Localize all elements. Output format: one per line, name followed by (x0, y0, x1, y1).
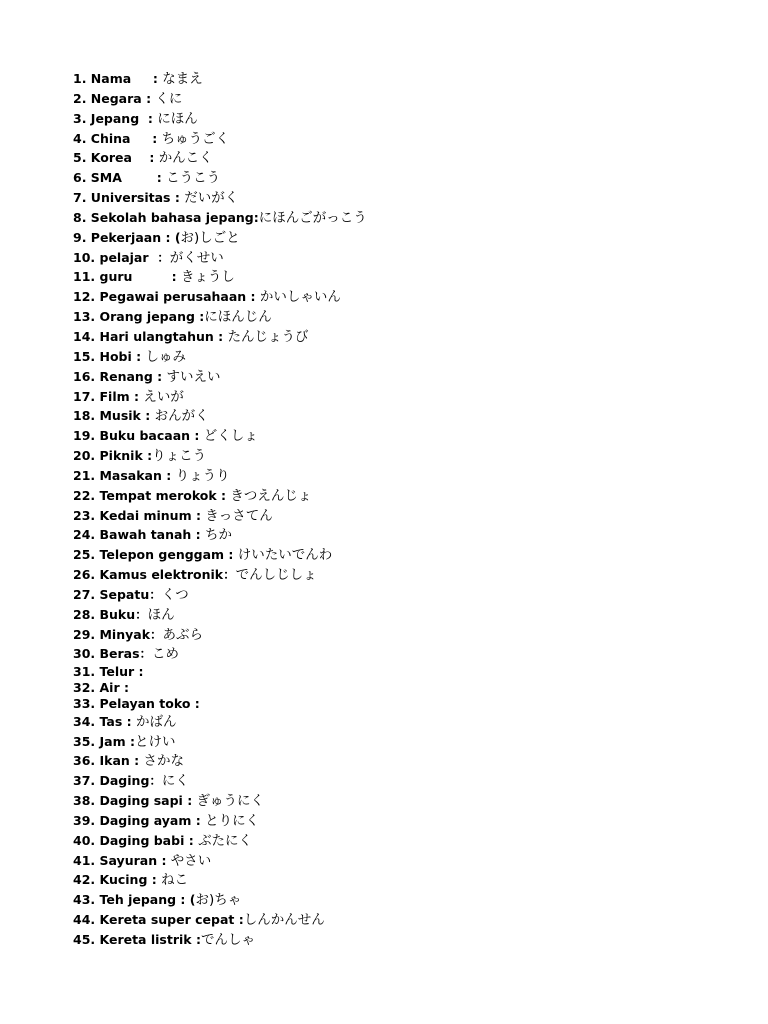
item-reading: りょこう (152, 448, 207, 465)
item-reading: きっさてん (205, 507, 273, 524)
list-item (73, 930, 367, 950)
item-reading: にほんごがっこう (258, 209, 367, 226)
list-item (73, 367, 367, 387)
item-reading: こめ (152, 646, 180, 663)
item-reading: にほん (157, 110, 198, 127)
item-term: 11. guru : (73, 269, 181, 285)
item-reading: すいえい (166, 368, 221, 385)
item-reading: かいしゃいん (259, 289, 341, 306)
item-reading: りょうり (175, 467, 230, 484)
vocabulary-list (73, 69, 367, 950)
item-term: 23. Kedai minum : (73, 507, 206, 523)
item-term: 37. Daging： (73, 773, 162, 789)
item-term: 9. Pekerjaan : ( (73, 229, 181, 245)
item-reading: やさい (170, 852, 212, 869)
list-item (73, 664, 367, 680)
item-term: 5. Korea : (73, 150, 159, 166)
list-item (73, 446, 367, 466)
item-term: 28. Buku： (73, 606, 148, 622)
item-reading: でんしじしょ (235, 567, 317, 584)
item-term: 30. Beras： (73, 646, 153, 662)
list-item (73, 851, 367, 871)
list-item (73, 148, 367, 168)
list-item (73, 751, 367, 771)
item-reading: あぶら (162, 626, 204, 643)
list-item (73, 732, 367, 752)
item-term: 40. Daging babi : (73, 832, 199, 848)
item-reading: にほんじん (204, 309, 272, 326)
item-reading: きつえんじょ (230, 487, 312, 504)
list-item (73, 466, 367, 486)
list-item (73, 426, 367, 446)
item-term: 8. Sekolah bahasa jepang: (73, 209, 259, 225)
list-item (73, 406, 367, 426)
item-reading: がくせい (169, 249, 224, 266)
item-term: 25. Telepon genggam : (73, 547, 238, 563)
list-item (73, 625, 367, 645)
item-term: 44. Kereta super cepat : (73, 912, 244, 928)
list-item (73, 831, 367, 851)
item-term: 38. Daging sapi : (73, 793, 197, 809)
list-item (73, 109, 367, 129)
list-item (73, 248, 367, 268)
list-item (73, 791, 367, 811)
item-term: 1. Nama : (73, 71, 163, 86)
list-item (73, 811, 367, 831)
item-term: 41. Sayuran : (73, 852, 171, 868)
item-term: 32. Air : (73, 680, 129, 696)
item-term: 10. pelajar ： (73, 249, 170, 265)
item-reading: こうこう (166, 170, 221, 187)
item-term: 45. Kereta listrik : (73, 931, 201, 947)
list-item (73, 771, 367, 791)
item-reading: えいが (143, 388, 184, 405)
item-reading: お)ちゃ (195, 892, 242, 909)
item-reading: ほん (147, 606, 175, 623)
item-term: 24. Bawah tanah : (73, 527, 206, 543)
list-item (73, 565, 367, 585)
item-term: 35. Jam : (73, 733, 135, 749)
item-reading: だいがく (184, 190, 239, 207)
list-item (73, 644, 367, 664)
item-term: 6. SMA : (73, 170, 167, 186)
list-item (73, 486, 367, 506)
item-reading: けいたいでんわ (237, 547, 333, 564)
item-reading: さかな (143, 753, 184, 770)
list-item (73, 267, 367, 287)
item-term: 3. Jepang : (73, 110, 158, 126)
item-reading: とけい (134, 733, 176, 750)
item-term: 33. Pelayan toko : (73, 695, 200, 711)
item-reading: かんこく (158, 150, 213, 167)
item-term: 31. Telur : (73, 664, 144, 680)
list-item (73, 188, 367, 208)
list-item (73, 387, 367, 407)
item-reading: お)しごと (180, 229, 240, 246)
list-item (73, 506, 367, 526)
item-reading: とりにく (205, 812, 260, 829)
list-item (73, 890, 367, 910)
list-item (73, 605, 367, 625)
item-term: 26. Kamus elektronik： (73, 567, 236, 583)
item-term: 13. Orang jepang : (73, 309, 205, 325)
item-reading: かばん (136, 713, 177, 730)
list-item (73, 168, 367, 188)
item-reading: ちか (205, 527, 233, 544)
list-item (73, 347, 367, 367)
list-item (73, 696, 367, 712)
item-term: 22. Tempat merokok : (73, 487, 231, 503)
list-item (73, 287, 367, 307)
item-reading: ぎゅうにく (196, 793, 265, 810)
item-reading: きょうし (180, 269, 235, 286)
item-reading: どくしょ (203, 428, 258, 445)
item-term: 21. Masakan : (73, 467, 176, 483)
item-reading: なまえ (162, 71, 203, 87)
item-term: 16. Renang : (73, 368, 167, 384)
item-reading: しんかんせん (243, 912, 325, 929)
list-item (73, 208, 367, 228)
list-item (73, 327, 367, 347)
item-term: 2. Negara : (73, 90, 156, 106)
item-reading: でんしゃ (200, 931, 255, 948)
item-reading: にく (161, 773, 189, 790)
item-term: 4. China : (73, 130, 162, 146)
item-term: 27. Sepatu： (73, 586, 162, 602)
list-item (73, 89, 367, 109)
item-reading: ぶたにく (198, 832, 253, 849)
item-term: 15. Hobi : (73, 348, 146, 364)
item-reading: ねこ (161, 872, 189, 889)
item-term: 34. Tas : (73, 713, 136, 729)
item-reading: くに (155, 90, 183, 107)
list-item (73, 525, 367, 545)
list-item (73, 545, 367, 565)
item-term: 36. Ikan : (73, 753, 144, 769)
item-term: 19. Buku bacaan : (73, 428, 204, 444)
list-item (73, 870, 367, 890)
item-term: 42. Kucing : (73, 872, 162, 888)
item-reading: たんじょうび (227, 328, 309, 345)
item-reading: しゅみ (145, 348, 186, 365)
item-term: 7. Universitas : (73, 190, 185, 206)
item-term: 17. Film : (73, 388, 144, 404)
list-item (73, 712, 367, 732)
item-term: 12. Pegawai perusahaan : (73, 289, 260, 305)
list-item (73, 228, 367, 248)
list-item (73, 69, 367, 89)
list-item (73, 585, 367, 605)
item-reading: ちゅうごく (161, 130, 230, 147)
item-term: 20. Piknik : (73, 448, 153, 464)
item-reading: おんがく (154, 408, 209, 425)
list-item (73, 129, 367, 149)
list-item (73, 910, 367, 930)
item-term: 43. Teh jepang : ( (73, 892, 196, 908)
list-item (73, 307, 367, 327)
list-item (73, 680, 367, 696)
item-reading: くつ (161, 586, 189, 603)
item-term: 39. Daging ayam : (73, 812, 206, 828)
item-term: 18. Musik : (73, 408, 155, 424)
item-term: 29. Minyak： (73, 626, 163, 642)
item-term: 14. Hari ulangtahun : (73, 328, 228, 344)
